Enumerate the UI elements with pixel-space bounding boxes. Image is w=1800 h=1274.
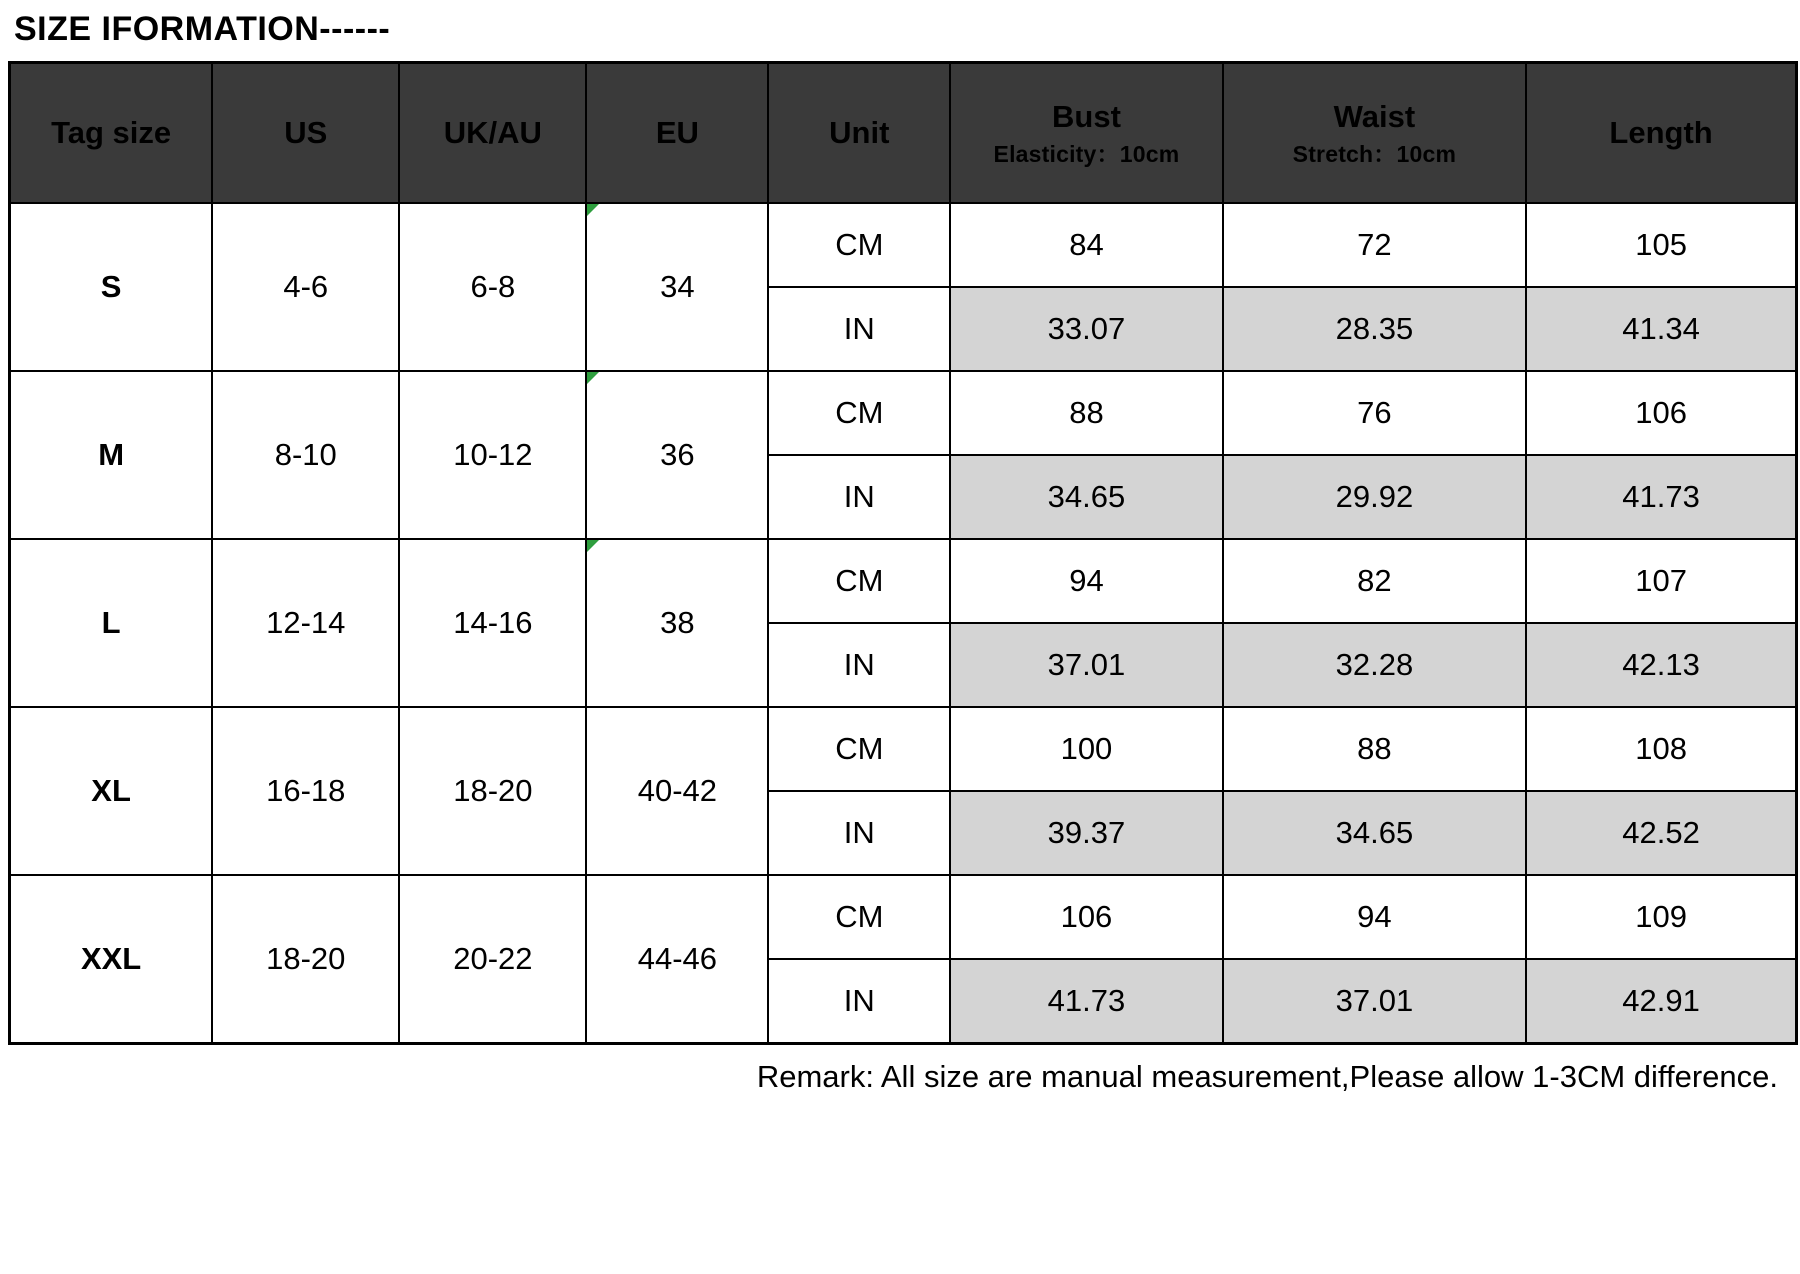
cell-waist-cm: 94 [1223,875,1527,959]
table-row [10,707,1797,791]
column-header-unit: Unit [768,63,950,204]
size-information-table [8,61,1798,1045]
cell-us: 8-10 [212,371,399,539]
cell-bust-cm: 88 [950,371,1222,455]
cell-bust-in: 41.73 [950,959,1222,1044]
column-header-eu: EU [586,63,768,204]
cell-unit-cm: CM [768,371,950,455]
cell-waist-cm: 72 [1223,203,1527,287]
table-row [10,539,1797,623]
cell-length-in: 41.34 [1526,287,1796,371]
cell-waist-cm: 88 [1223,707,1527,791]
cell-waist-in: 32.28 [1223,623,1527,707]
cell-unit-cm: CM [768,203,950,287]
cell-bust-in: 33.07 [950,287,1222,371]
cell-uk-au: 18-20 [399,707,586,875]
cell-length-cm: 106 [1526,371,1796,455]
column-header-bust-sublabel: Elasticity：10cm [993,140,1180,167]
column-header-uk-au: UK/AU [399,63,586,204]
table-header [10,63,1797,204]
cell-waist-in: 34.65 [1223,791,1527,875]
cell-tag-size: XL [10,707,213,875]
cell-uk-au: 14-16 [399,539,586,707]
cell-us: 18-20 [212,875,399,1044]
cell-bust-cm: 84 [950,203,1222,287]
table-body [10,203,1797,1044]
cell-length-in: 42.91 [1526,959,1796,1044]
cell-us: 12-14 [212,539,399,707]
cell-eu: 38 [586,539,768,707]
table-row [10,875,1797,959]
cell-unit-cm: CM [768,875,950,959]
cell-waist-cm: 76 [1223,371,1527,455]
cell-uk-au: 10-12 [399,371,586,539]
cell-length-cm: 108 [1526,707,1796,791]
cell-length-cm: 105 [1526,203,1796,287]
cell-bust-in: 34.65 [950,455,1222,539]
cell-us: 16-18 [212,707,399,875]
column-header-waist [1223,63,1527,204]
column-header-length: Length [1526,63,1796,204]
cell-tag-size: S [10,203,213,371]
cell-length-in: 41.73 [1526,455,1796,539]
cell-waist-cm: 82 [1223,539,1527,623]
cell-eu: 36 [586,371,768,539]
remark-text: Remark: All size are manual measurement,Please allow 1-3CM difference. [756,1059,1778,1094]
cell-unit-in: IN [768,287,950,371]
cell-us: 4-6 [212,203,399,371]
column-header-tag-size: Tag size [10,63,213,204]
cell-unit-in: IN [768,791,950,875]
cell-uk-au: 20-22 [399,875,586,1044]
cell-unit-cm: CM [768,539,950,623]
column-header-us: US [212,63,399,204]
cell-length-cm: 109 [1526,875,1796,959]
cell-bust-cm: 106 [950,875,1222,959]
column-header-waist-sublabel: Stretch：10cm [1292,140,1457,167]
cell-eu: 44-46 [586,875,768,1044]
column-header-bust-label: Bust [1052,98,1121,134]
column-header-waist-label: Waist [1333,98,1416,134]
cell-waist-in: 28.35 [1223,287,1527,371]
table-row [10,203,1797,287]
cell-tag-size: M [10,371,213,539]
cell-eu: 34 [586,203,768,371]
cell-unit-cm: CM [768,707,950,791]
cell-bust-cm: 100 [950,707,1222,791]
cell-unit-in: IN [768,455,950,539]
page-title: SIZE IFORMATION------ [14,10,391,48]
cell-uk-au: 6-8 [399,203,586,371]
cell-unit-in: IN [768,623,950,707]
table-row [10,371,1797,455]
cell-length-in: 42.52 [1526,791,1796,875]
table-header-row [10,63,1797,204]
cell-unit-in: IN [768,959,950,1044]
cell-bust-in: 37.01 [950,623,1222,707]
cell-tag-size: XXL [10,875,213,1044]
cell-tag-size: L [10,539,213,707]
cell-length-cm: 107 [1526,539,1796,623]
cell-bust-cm: 94 [950,539,1222,623]
cell-waist-in: 29.92 [1223,455,1527,539]
cell-bust-in: 39.37 [950,791,1222,875]
column-header-bust [950,63,1222,204]
cell-eu: 40-42 [586,707,768,875]
cell-waist-in: 37.01 [1223,959,1527,1044]
cell-length-in: 42.13 [1526,623,1796,707]
